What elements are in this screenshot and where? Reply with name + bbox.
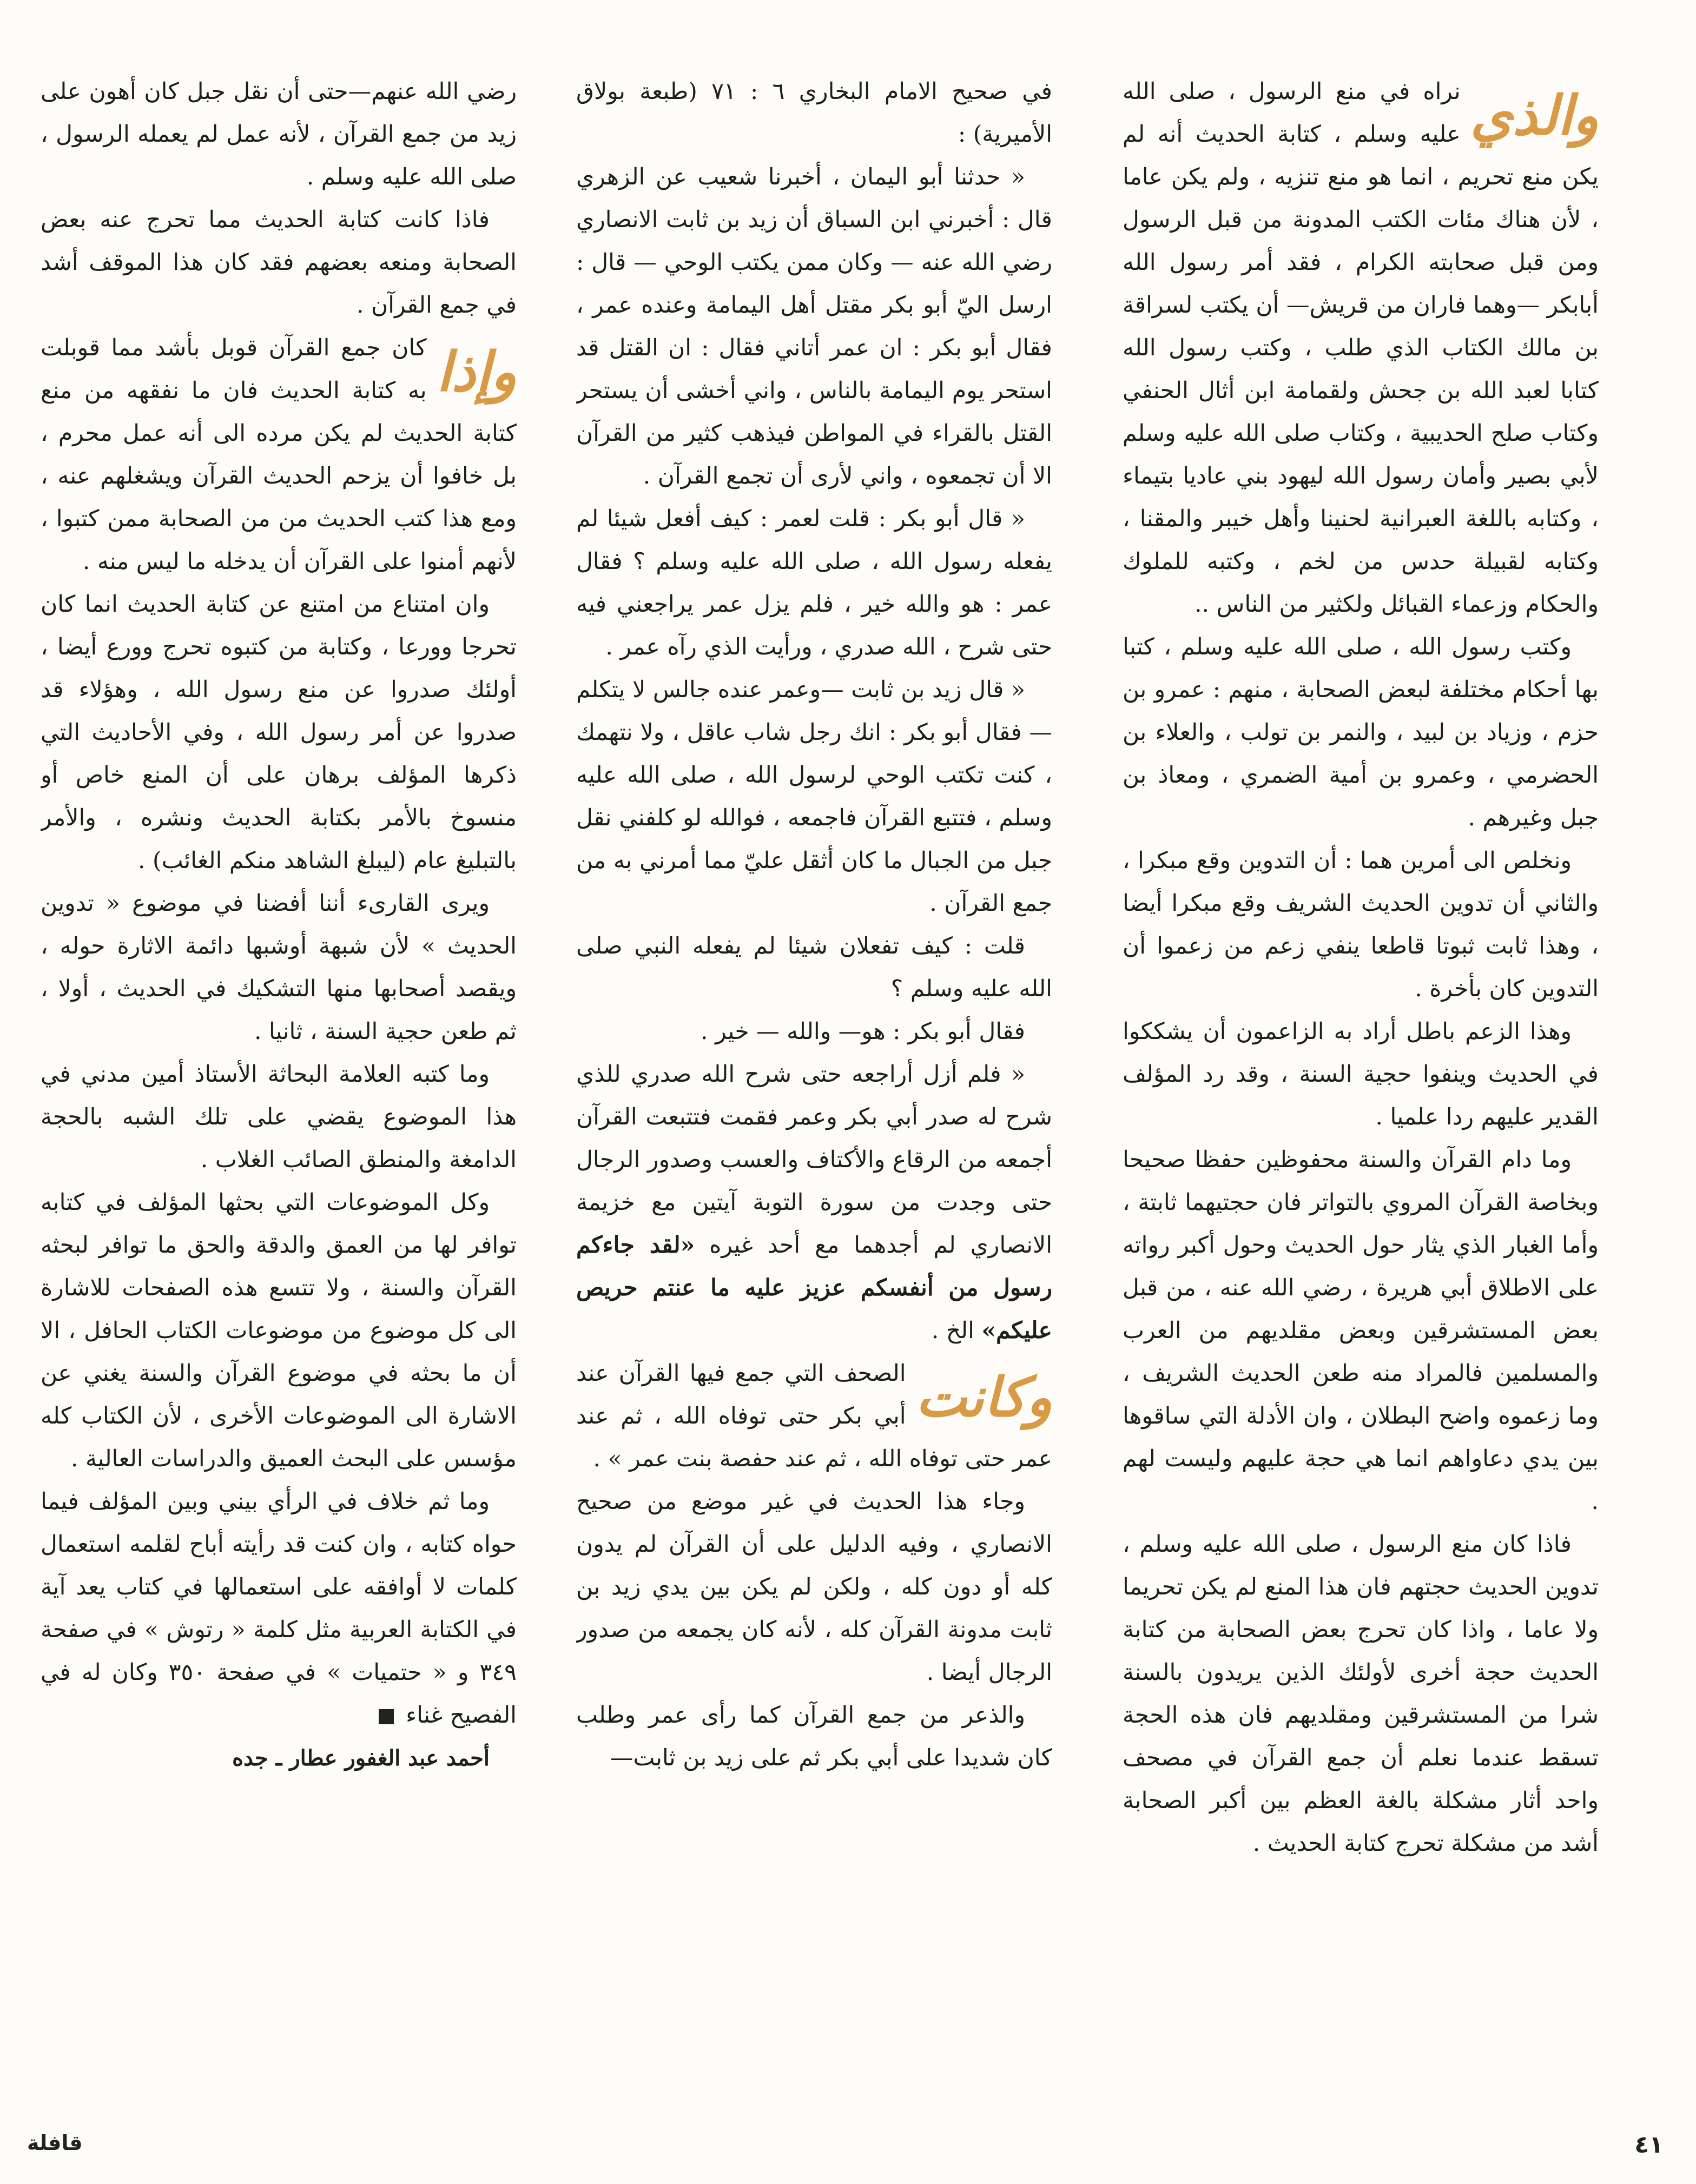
- article-column-1: [1123, 70, 1599, 2066]
- paragraph: [576, 1053, 1052, 1352]
- paragraph: قلت : كيف تفعلان شيئا لم يفعله النبي صلى الله عليه وسلم ؟: [576, 933, 1052, 1002]
- paragraph: [41, 1480, 517, 1737]
- author-signature: أحمد عبد الغفور عطار ـ جده: [232, 1745, 490, 1771]
- paragraph: كان جمع القرآن قوبل بأشد مما قوبلت به كتابة الحديث فان ما نفقهه من منع كتابة الحديث لم يكن مرده الى أنه عمل محرم ، بل خافوا أن يزحم الحديث القرآن ويشغلهم عنه ، ومع هذا كتب الحديث من من الصحابة ممن كتبوا ، لأنهم أمنوا على القرآن أن يدخله ما ليس منه .: [41, 335, 517, 575]
- lead-word: والذي: [1470, 83, 1599, 147]
- lead-word: وكانت: [915, 1365, 1052, 1429]
- citation-intro: في صحيح الامام البخاري ٦ : ٧١ (طبعة بولاق الأميرية) :: [576, 78, 1052, 148]
- paragraph: ويرى القارىء أننا أفضنا في موضوع « تدوين الحديث » لأن شبهة أوشبها دائمة الاثارة حوله ، ويقصد أصحابها منها التشكيك في الحديث ، أولا ، ثم طعن حجية السنة ، ثانيا .: [41, 890, 517, 1045]
- paragraph: فاذا كانت كتابة الحديث مما تحرج عنه بعض الصحابة ومنعه بعضهم فقد كان هذا الموقف أشد في جمع القرآن .: [41, 207, 517, 319]
- paragraph: فقال أبو بكر : هو— والله — خير .: [701, 1018, 1025, 1045]
- page-number: ٤١: [1634, 2131, 1664, 2159]
- paragraph: « حدثنا أبو اليمان ، أخبرنا شعيب عن الزهري قال : أخبرني ابن السباق أن زيد بن ثابت الانصاري رضي الله عنه — وكان ممن يكتب الوحي — قال : ارسل اليّ أبو بكر مقتل أهل اليمامة وعنده عمر ، فقال أبو بكر : ان عمر أتاني فقال : ان القتل قد استحر يوم اليمامة بالناس ، واني أخشى أن يستحر القتل بالقراء في المواطن فيذهب كثير من القرآن الا أن تجمعوه ، واني لأرى أن تجمع القرآن .: [576, 164, 1052, 489]
- paragraph: نراه في منع الرسول ، صلى الله عليه وسلم ، كتابة الحديث أنه لم يكن منع تحريم ، انما هو منع تنزيه ، ولم يكن عاما ، لأن هناك مئات الكتب المدونة من قبل الرسول ومن قبل صحابته الكرام ، فقد أمر رسول الله أبابكر —وهما فاران من قريش— أن يكتب لسراقة بن مالك الكتاب الذي طلب ، وكتب رسول الله كتابا لعبد الله بن جحش ولقمامة ابن أثال الحنفي وكتاب صلح الحديبية ، وكتاب صلى الله عليه وسلم لأبي بصير وأمان رسول الله ليهود بني عاديا بتيماء ، وكتابه باللغة العبرانية لحنينا وأهل خيبر والمقنا ، وكتابه لقبيلة حدس من لخم ، وكتبه للملوك والحكام وزعماء القبائل ولكثير من الناس ..: [1123, 78, 1599, 618]
- end-mark-icon: [379, 1709, 394, 1724]
- paragraph: وان امتناع من امتنع عن كتابة الحديث انما كان تحرجا وورعا ، وكتابة من كتبوه تحرج وورع أيضا ، أولئك صدروا عن منع رسول الله ، وهؤلاء قد صدروا عن أمر رسول الله ، وفي الأحاديث التي ذكرها المؤلف برهان على أن المنع خاص أو منسوخ بالأمر بكتابة الحديث ونشره ، والأمر بالتبليغ عام (ليبلغ الشاهد منكم الغائب) .: [41, 591, 517, 874]
- paragraph: رضي الله عنهم—حتى أن نقل جبل كان أهون على زيد من جمع القرآن ، لأنه عمل لم يعمله الرسول ، صلى الله عليه وسلم .: [41, 78, 517, 190]
- paragraph-end: الخ .: [931, 1318, 982, 1344]
- paragraph: « قال أبو بكر : قلت لعمر : كيف أفعل شيئا لم يفعله رسول الله ، صلى الله عليه وسلم ؟ فقال عمر : هو والله خير ، فلم يزل عمر يراجعني فيه حتى شرح ، الله صدري ، ورأيت الذي رآه عمر .: [576, 506, 1052, 660]
- article-column-2: [576, 70, 1052, 2066]
- quran-verse: «لقد جاءكم رسول من أنفسكم عزيز عليه ما عنتم حريص عليكم»: [576, 1232, 1052, 1344]
- paragraph: وكل الموضوعات التي بحثها المؤلف في كتابه توافر لها من العمق والدقة والحق ما توافر لبحثه القرآن والسنة ، ولا تتسع هذه الصفحات للاشارة الى كل موضوع من موضوعات الكتاب الحافل ، الا أن ما بحثه في موضوع القرآن والسنة يغني عن الاشارة الى الموضوعات الأخرى ، لأن الكتاب كله مؤسس على البحث العميق والدراسات العالية .: [41, 1189, 517, 1472]
- paragraph: وجاء هذا الحديث في غير موضع من صحيح الانصاري ، وفيه الدليل على أن القرآن لم يدون كله أو دون كله ، ولكن لم يكن بين يدي زيد بن ثابت مدونة القرآن كله ، لأنه كان يجمعه من صدور الرجال أيضا .: [576, 1488, 1052, 1686]
- paragraph: ونخلص الى أمرين هما : أن التدوين وقع مبكرا ، والثاني أن تدوين الحديث الشريف وقع مبكرا أيضا ، وهذا ثابت ثبوتا قاطعا ينفي زعم من زعموا أن التدوين كان بأخرة .: [1123, 848, 1599, 1002]
- paragraph: فاذا كان منع الرسول ، صلى الله عليه وسلم ، تدوين الحديث حجتهم فان هذا المنع لم يكن تحريما ولا عاما ، واذا كان تحرج بعض الصحابة من كتابة الحديث حجة أخرى لأولئك الذين يريدون بالسنة شرا من المستشرقين ومقلديهم فان هذه الحجة تسقط عندما نعلم أن جمع القرآن في مصحف واحد أثار مشكلة بالغة العظم بين أكبر الصحابة أشد من مشكلة تحرج كتابة الحديث .: [1123, 1531, 1599, 1857]
- lead-word: وإذا: [436, 340, 517, 403]
- paragraph-text: « فلم أزل أراجعه حتى شرح الله صدري للذي شرح له صدر أبي بكر وعمر فقمت فتتبعت القرآن أجمعه من الرقاع والأكتاف والعسب وصدور الرجال حتى وجدت من سورة التوبة آيتين مع خزيمة الانصاري لم أجدهما مع أحد غيره: [576, 1061, 1052, 1259]
- magazine-name: قافلة: [27, 2131, 83, 2155]
- paragraph: وكتب رسول الله ، صلى الله عليه وسلم ، كتبا بها أحكام مختلفة لبعض الصحابة ، منهم : عمرو بن حزم ، وزياد بن لبيد ، والنمر بن تولب ، والعلاء بن الحضرمي ، وعمرو بن أمية الضمري ، ومعاذ بن جبل وغيرهم .: [1123, 634, 1599, 831]
- paragraph: وما دام القرآن والسنة محفوظين حفظا صحيحا وبخاصة القرآن المروي بالتواتر فان حجتيهما ثابتة ، وأما الغبار الذي يثار حول الحديث وحول أكبر رواته على الاطلاق أبي هريرة ، رضي الله عنه ، من قبل بعض المستشرقين وبعض مقلديهم من العرب والمسلمين فالمراد منه طعن الحديث الشريف ، وما زعموه واضح البطلان ، وان الأدلة التي ساقوها بين يدي دعاواهم انما هي حجة عليهم وليست لهم .: [1123, 1147, 1599, 1515]
- paragraph: وهذا الزعم باطل أراد به الزاعمون أن يشككوا في الحديث وينفوا حجية السنة ، وقد رد المؤلف القدير عليهم ردا علميا .: [1123, 1018, 1599, 1130]
- paragraph: « قال زيد بن ثابت —وعمر عنده جالس لا يتكلم— فقال أبو بكر : انك رجل شاب عاقل ، ولا نتهمك ، كنت تكتب الوحي لرسول الله ، صلى الله عليه وسلم ، فتتبع القرآن فاجمعه ، فوالله لو كلفني نقل جبل من الجبال ما كان أثقل عليّ مما أمرني به من جمع القرآن .: [576, 677, 1052, 917]
- paragraph: والذعر من جمع القرآن كما رأى عمر وطلب كان شديدا على أبي بكر ثم على زيد بن ثابت—: [576, 1702, 1052, 1771]
- article-column-3: [41, 70, 517, 2066]
- paragraph: الصحف التي جمع فيها القرآن عند أبي بكر حتى توفاه الله ، ثم عند عمر حتى توفاه الله ، ثم عند حفصة بنت عمر » .: [576, 1360, 1052, 1472]
- paragraph: وما كتبه العلامة البحاثة الأستاذ أمين مدني في هذا الموضوع يقضي على تلك الشبه بالحجة الدامغة والمنطق الصائب الغلاب .: [41, 1061, 517, 1173]
- paragraph-text: وما ثم خلاف في الرأي بيني وبين المؤلف فيما حواه كتابه ، وان كنت قد رأيته أباح لقلمه استعمال كلمات لا أوافقه على استعمالها في كتاب يعد آية في الكتابة العربية مثل كلمة « رتوش » في صفحة ٣٤٩ و « حتميات » في صفحة ٣٥٠ وكان له في الفصيح غناء: [41, 1488, 517, 1729]
